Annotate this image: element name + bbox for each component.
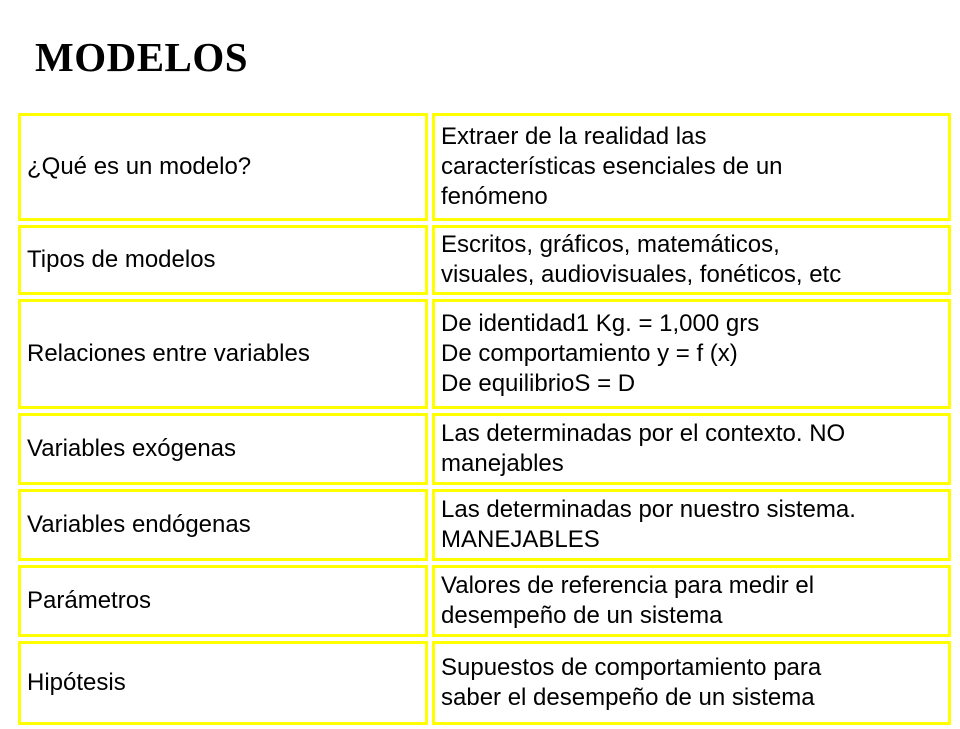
concept-cell: ¿Qué es un modelo? — [18, 113, 428, 221]
concept-cell: Tipos de modelos — [18, 225, 428, 295]
table-row — [18, 489, 951, 561]
table-row — [18, 413, 951, 485]
description-cell: Las determinadas por nuestro sistema. MANEJABLES — [432, 489, 951, 561]
models-table — [14, 109, 955, 729]
page-title: MODELOS — [35, 34, 249, 80]
table-row — [18, 565, 951, 637]
table-row — [18, 113, 951, 221]
description-cell: Valores de referencia para medir el desempeño de un sistema — [432, 565, 951, 637]
concept-cell: Variables exógenas — [18, 413, 428, 485]
concept-cell: Hipótesis — [18, 641, 428, 725]
concept-cell: Relaciones entre variables — [18, 299, 428, 409]
table-row — [18, 641, 951, 725]
description-cell: Escritos, gráficos, matemáticos, visuales, audiovisuales, fonéticos, etc — [432, 225, 951, 295]
description-cell: De identidad1 Kg. = 1,000 grs De comportamiento y = f (x) De equilibrioS = D — [432, 299, 951, 409]
table-row — [18, 299, 951, 409]
table-row — [18, 225, 951, 295]
concept-cell: Parámetros — [18, 565, 428, 637]
description-cell: Supuestos de comportamiento para saber el desempeño de un sistema — [432, 641, 951, 725]
description-cell: Las determinadas por el contexto. NO manejables — [432, 413, 951, 485]
concept-cell: Variables endógenas — [18, 489, 428, 561]
description-cell: Extraer de la realidad las características esenciales de un fenómeno — [432, 113, 951, 221]
